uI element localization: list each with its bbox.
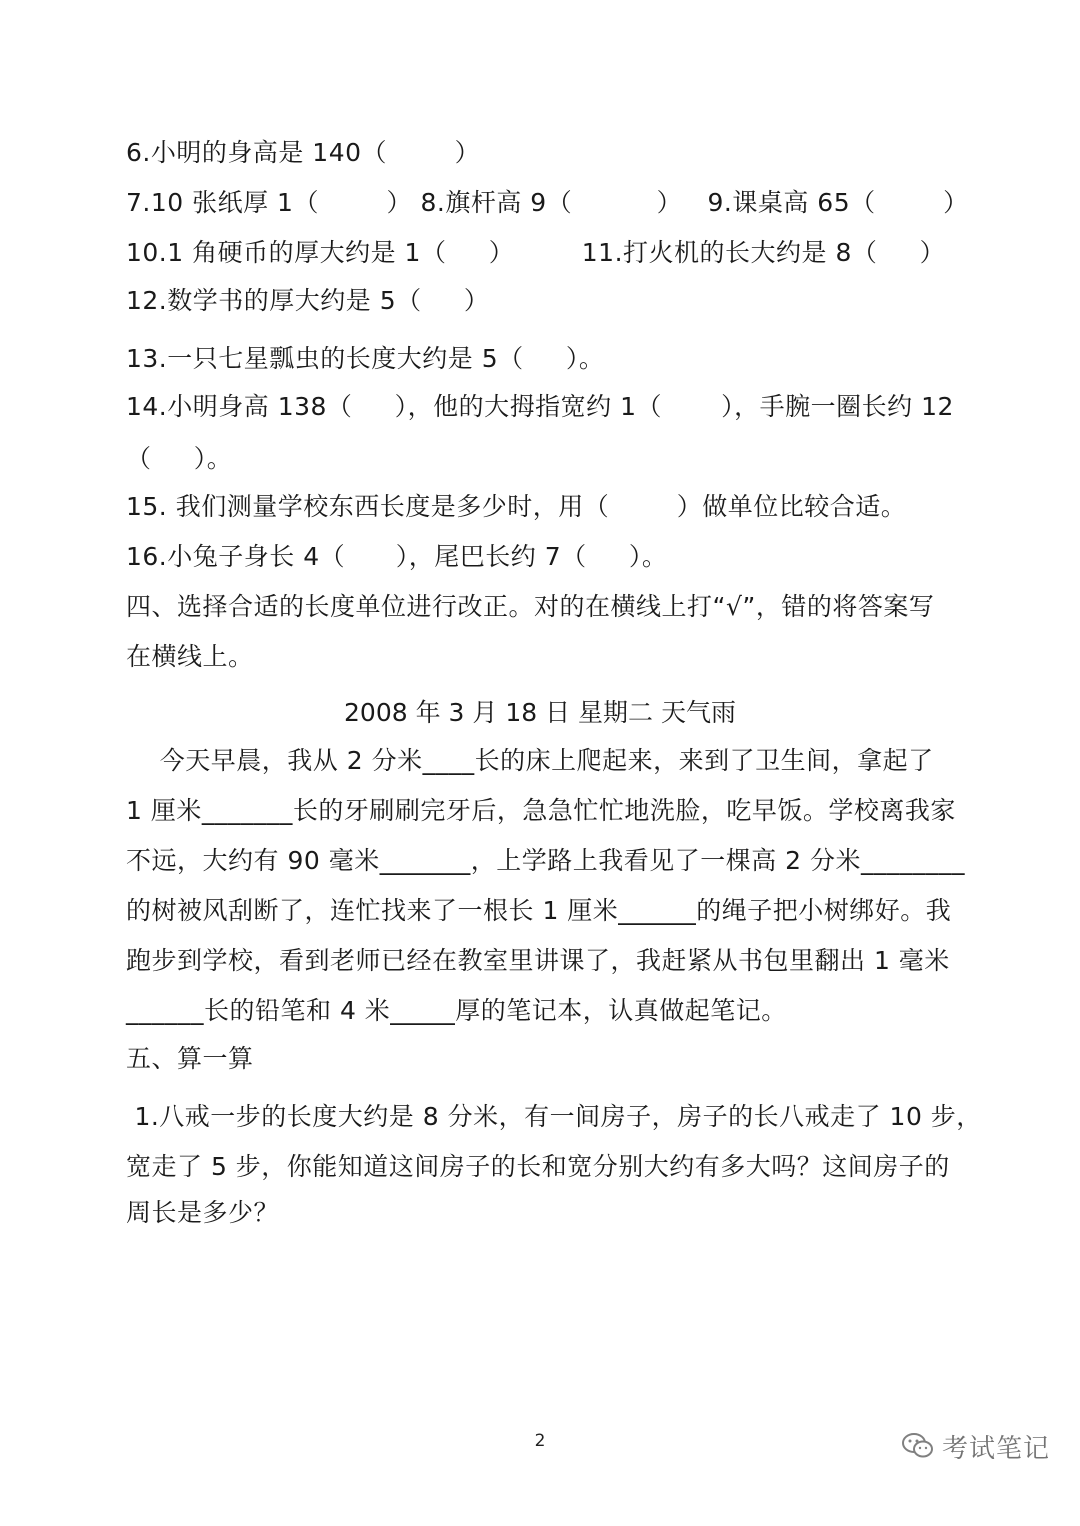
section-4-heading-line-2: 在横线上。 (126, 642, 254, 671)
questions-7-9: 7.10 张纸厚 1（ ） 8.旗杆高 9（ ） 9.课桌高 65（ ） (126, 188, 969, 217)
diary-line-2: 1 厘米_______长的牙刷刷完牙后，急急忙忙地洗脸，吃早饭。学校离我家 (126, 796, 956, 825)
diary-line-5: 跑步到学校，看到老师已经在教室里讲课了，我赶紧从书包里翻出 1 毫米 (126, 946, 950, 975)
question-16: 16.小兔子身长 4（ ），尾巴长约 7（ ）。 (126, 542, 668, 571)
question-15: 15. 我们测量学校东西长度是多少时，用（ ）做单位比较合适。 (126, 492, 907, 521)
question-12: 12.数学书的厚大约是 5（ ） (126, 286, 490, 315)
question-6: 6.小明的身高是 140（ ） (126, 138, 481, 167)
questions-10-11: 10.1 角硬币的厚大约是 1（ ） 11.打火机的长大约是 8（ ） (126, 238, 946, 267)
watermark (900, 1426, 1050, 1466)
diary-line-6: ______长的铅笔和 4 米_____厚的笔记本，认真做起笔记。 (126, 996, 787, 1025)
wechat-icon (900, 1428, 936, 1464)
page-number: 2 (534, 1431, 546, 1451)
section-5-heading: 五、算一算 (126, 1044, 254, 1073)
watermark-text: 考试笔记 (942, 1433, 1051, 1464)
diary-line-1: 今天早晨，我从 2 分米____长的床上爬起来，来到了卫生间，拿起了 (126, 746, 934, 775)
section-4-heading-line-1: 四、选择合适的长度单位进行改正。对的在横线上打“√”，错的将答案写 (126, 592, 935, 621)
diary-line-3: 不远，大约有 90 毫米_______，上学路上我看见了一棵高 2 分米________ (126, 846, 966, 875)
question-13: 13.一只七星瓢虫的长度大约是 5（ ）。 (126, 344, 605, 373)
problem-1-line-1: 1.八戒一步的长度大约是 8 分米，有一间房子，房子的长八戒走了 10 步， (126, 1102, 982, 1131)
diary-line-4: 的树被风刮断了，连忙找来了一根长 1 厘米______的绳子把小树绑好。我 (126, 896, 952, 925)
question-14-line-2: （ ）。 (126, 444, 233, 473)
diary-title: 2008 年 3 月 18 日 星期二 天气雨 (344, 698, 736, 727)
problem-1-line-2: 宽走了 5 步，你能知道这间房子的长和宽分别大约有多大吗？这间房子的 (126, 1152, 950, 1181)
problem-1-line-3: 周长是多少？ (126, 1198, 280, 1227)
question-14-line-1: 14.小明身高 138（ ），他的大拇指宽约 1（ ），手腕一圈长约 12 (126, 392, 954, 421)
